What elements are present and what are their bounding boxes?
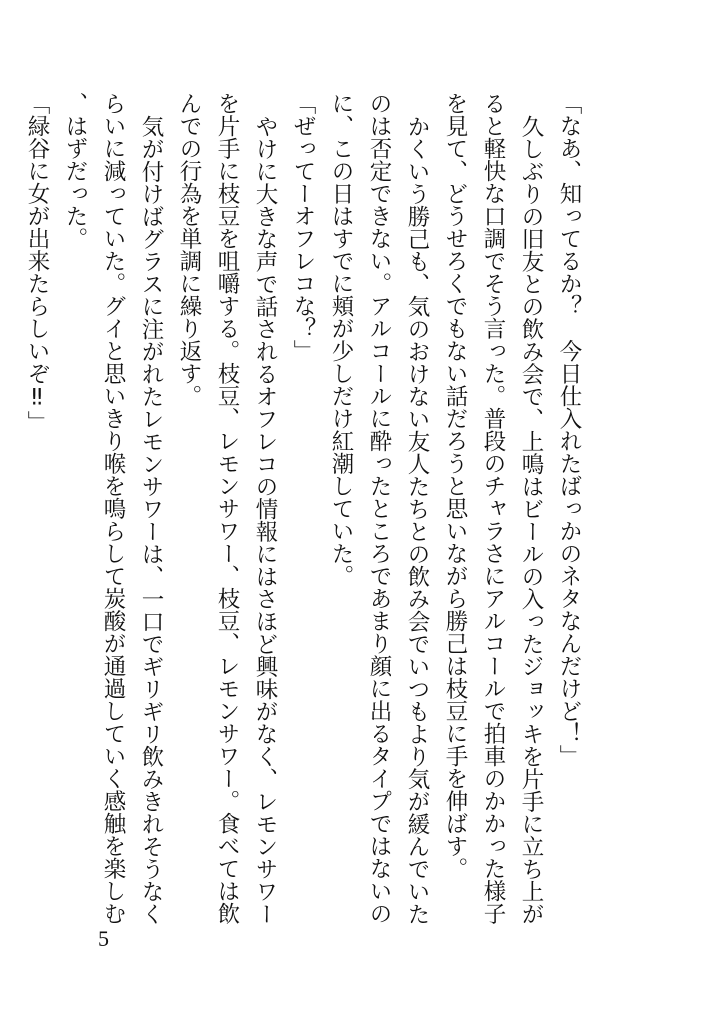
vertical-text-body <box>24 92 588 934</box>
narration-paragraph: やけに大きな声で話されるオフレコの情報にはさほど興味がなく、レモンサワーを片手に枝豆を咀嚼する。枝豆、レモンサワー、枝豆、レモンサワー。食べては飲んでの行為を単調に繰り返す。 <box>176 92 278 925</box>
dialogue-line: 「ぜってーオフレコな？」 <box>290 92 316 362</box>
dialogue-line: 「なあ、知ってるか？ 今日仕入れたばっかのネタなんだけど！」 <box>556 92 582 767</box>
narration-paragraph: かくいう勝己も、気のおけない友人たちとの飲み会でいつもより気が緩んでいたのは否定できない。アルコールに酔ったところであまり顔に出るタイプではないのに、この日はすでに頬が少しだけ紅潮していた。 <box>328 92 430 925</box>
dialogue-line: 「緑谷に女が出来たらしいぞ‼」 <box>24 92 50 433</box>
page-number: 5 <box>98 926 109 951</box>
narration-paragraph: 久しぶりの旧友との飲み会で、上鳴はビールの入ったジョッキを片手に立ち上がると軽快な口調でそう言った。普段のチャラさにアルコールで拍車のかかった様子を見て、どうせろくでもない話だろうと思いながら勝己は枝豆に手を伸ばす。 <box>442 92 544 925</box>
narration-paragraph: 気が付けばグラスに注がれたレモンサワーは、一口でギリギリ飲みきれそうなくらいに減っていた。グイと思いきり喉を鳴らして炭酸が通過していく感触を楽しむ、はずだった。 <box>62 92 164 925</box>
